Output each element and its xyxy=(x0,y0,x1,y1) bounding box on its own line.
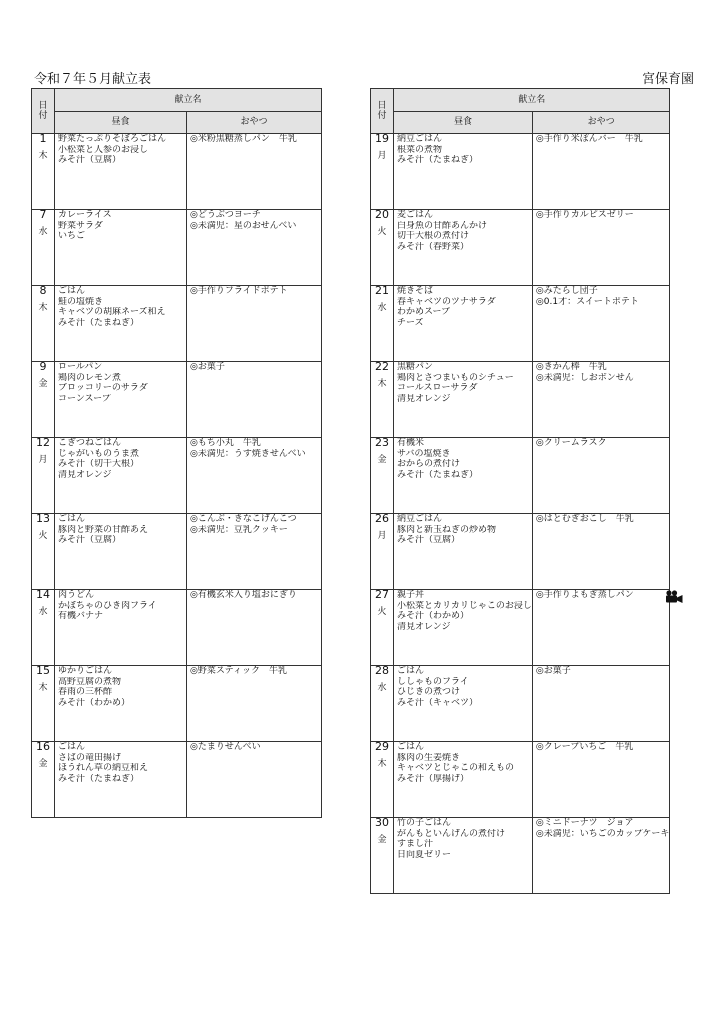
day-header-label: 日 付 xyxy=(377,100,387,121)
menu-day-row xyxy=(371,514,670,590)
lunch-item: ほうれん草の納豆和え xyxy=(58,763,149,773)
lunch-item: 納豆ごはん xyxy=(397,134,443,144)
lunch-item: みそ汁（豆腐） xyxy=(58,155,122,165)
day-number: 20 xyxy=(375,208,389,221)
snack-cell xyxy=(187,590,322,666)
lunch-cell xyxy=(55,134,187,210)
lunch-cell xyxy=(394,286,533,362)
lunch-item: ごはん xyxy=(58,514,86,524)
menu-day-row xyxy=(371,590,670,666)
snack-item: ◎たまりせんべい xyxy=(190,742,261,752)
day-number: 13 xyxy=(36,512,50,525)
lunch-item: いちご xyxy=(58,231,86,241)
lunch-item: ブロッコリーのサラダ xyxy=(58,383,148,393)
weekday: 金 xyxy=(377,834,387,845)
snack-cell xyxy=(187,438,322,514)
lunch-cell xyxy=(55,514,187,590)
lunch-cell xyxy=(394,514,533,590)
weekday: 火 xyxy=(38,530,48,541)
day-cell xyxy=(371,210,394,286)
menu-day-row xyxy=(32,666,322,742)
weekday: 月 xyxy=(38,454,48,465)
day-number: 9 xyxy=(39,360,47,373)
lunch-cell xyxy=(55,590,187,666)
lunch-item: 切干大根の煮付け xyxy=(397,231,470,241)
lunch-item: みそ汁（春野菜） xyxy=(397,241,470,252)
menu-rows-left xyxy=(32,134,322,818)
lunch-item: 白身魚の甘酢あんかけ xyxy=(397,220,488,231)
lunch-item: コーンスープ xyxy=(58,393,111,404)
day-column-header xyxy=(371,89,394,134)
lunch-item: 鮭の塩焼き xyxy=(58,296,104,307)
snack-item: ◎みたらし団子 xyxy=(535,286,598,296)
lunch-item: 有機米 xyxy=(397,438,425,448)
lunch-item: キャベツの胡麻ネーズ和え xyxy=(58,307,166,317)
weekday: 水 xyxy=(377,682,387,693)
weekday: 水 xyxy=(38,226,48,237)
lunch-item: おからの煮付け xyxy=(397,459,461,469)
lunch-cell xyxy=(55,742,187,818)
weekday: 月 xyxy=(377,530,387,541)
weekday: 水 xyxy=(377,302,387,313)
snack-item: ◎お菓子 xyxy=(535,666,571,676)
lunch-cell xyxy=(55,286,187,362)
snack-item: ◎手作りフライドポテト xyxy=(190,286,288,296)
lunch-item: みそ汁（たまねぎ） xyxy=(397,469,479,480)
lunch-item: 豚肉の生姜焼き xyxy=(397,752,461,763)
day-cell xyxy=(371,286,394,362)
day-cell xyxy=(32,590,55,666)
lunch-item: がんもといんげんの煮付け xyxy=(397,828,506,839)
video-camera-icon xyxy=(664,590,684,604)
day-number: 22 xyxy=(375,360,389,373)
lunch-item: キャベツとじゃこの和えもの xyxy=(397,763,515,773)
lunch-item: 野菜サラダ xyxy=(58,220,103,231)
snack-item: ◎0.1才：スイートポテト xyxy=(535,296,639,307)
snack-item: ◎手作りカルピスゼリー xyxy=(535,210,634,220)
weekday: 火 xyxy=(377,606,387,617)
day-cell xyxy=(371,666,394,742)
snack-cell xyxy=(532,742,670,818)
menu-day-row xyxy=(371,362,670,438)
lunch-item: みそ汁（切干大根） xyxy=(58,459,140,469)
day-cell xyxy=(371,514,394,590)
lunch-item: 豚肉と新玉ねぎの炒め物 xyxy=(397,524,497,535)
lunch-item: 竹の子ごはん xyxy=(397,818,452,828)
lunch-item: ひじきの煮つけ xyxy=(397,687,461,697)
weekday: 木 xyxy=(377,378,387,389)
weekday: 月 xyxy=(377,150,387,161)
snack-item: ◎どうぶつヨーチ xyxy=(190,210,261,220)
organization-name: 宮保育園 xyxy=(641,72,694,87)
snack-item: ◎クレープいちご 牛乳 xyxy=(535,742,634,752)
snack-item: ◎手作りよもぎ蒸しパン xyxy=(535,590,634,600)
snack-cell xyxy=(532,134,670,210)
menu-day-row xyxy=(32,514,322,590)
menu-table-left xyxy=(31,88,322,818)
lunch-cell xyxy=(394,210,533,286)
lunch-item: ごはん xyxy=(58,286,86,296)
lunch-item: 鶏肉とさつまいものシチュー xyxy=(397,372,514,383)
lunch-item: ごはん xyxy=(397,666,425,676)
day-number: 23 xyxy=(375,436,389,449)
day-number: 15 xyxy=(36,664,50,677)
weekday: 金 xyxy=(38,378,48,389)
day-number: 7 xyxy=(39,208,47,221)
lunch-item: こぎつねごはん xyxy=(58,438,122,448)
day-number: 29 xyxy=(375,740,389,753)
lunch-item: すまし汁 xyxy=(397,839,434,849)
weekday: 金 xyxy=(38,758,48,769)
snack-cell xyxy=(532,438,670,514)
lunch-item: みそ汁（たまねぎ） xyxy=(58,317,140,328)
snack-item: ◎野菜スティック 牛乳 xyxy=(190,666,287,676)
day-cell xyxy=(32,362,55,438)
snack-cell xyxy=(532,362,670,438)
menu-day-row xyxy=(32,210,322,286)
lunch-item: 有機バナナ xyxy=(58,611,104,621)
lunch-item: 麦ごはん xyxy=(397,210,434,220)
menu-day-row xyxy=(371,210,670,286)
menu-day-row xyxy=(371,742,670,818)
day-number: 26 xyxy=(375,512,389,525)
lunch-item: 黒糖パン xyxy=(397,362,434,372)
day-number: 14 xyxy=(36,588,50,601)
lunch-cell xyxy=(394,438,533,514)
weekday: 火 xyxy=(377,226,387,237)
menu-day-row xyxy=(371,286,670,362)
lunch-item: 春キャベツのツナサラダ xyxy=(397,296,496,307)
menu-day-row xyxy=(371,438,670,514)
day-column-header xyxy=(32,89,55,134)
snack-cell xyxy=(187,210,322,286)
lunch-cell xyxy=(394,362,533,438)
lunch-cell xyxy=(394,742,533,818)
day-cell xyxy=(371,362,394,438)
lunch-item: ごはん xyxy=(58,742,86,752)
lunch-cell xyxy=(55,210,187,286)
day-cell xyxy=(371,438,394,514)
lunch-item: 高野豆腐の煮物 xyxy=(58,676,122,687)
day-cell xyxy=(371,590,394,666)
lunch-cell xyxy=(55,438,187,514)
day-number: 30 xyxy=(375,816,389,829)
lunch-item: みそ汁（豆腐） xyxy=(397,535,461,545)
snack-item: ◎はとむぎおこし 牛乳 xyxy=(535,514,634,524)
lunch-item: みそ汁（たまねぎ） xyxy=(397,155,479,165)
day-number: 1 xyxy=(39,132,47,145)
page-title: 令和７年５月献立表 xyxy=(34,72,152,87)
lunch-item: みそ汁（キャベツ） xyxy=(397,697,479,708)
menu-rows-right xyxy=(371,134,670,894)
menu-day-row xyxy=(371,134,670,210)
snack-cell xyxy=(532,514,670,590)
day-cell xyxy=(32,438,55,514)
lunch-item: みそ汁（厚揚げ） xyxy=(397,773,470,784)
snack-header: おやつ xyxy=(532,112,670,134)
lunch-item: わかめスープ xyxy=(397,307,451,317)
snack-item: ◎手作り米ぽんバー 牛乳 xyxy=(535,134,643,144)
snack-item: ◎未満児：しおボンせん xyxy=(535,372,634,383)
menu-day-row xyxy=(371,818,670,894)
day-number: 12 xyxy=(36,436,50,449)
lunch-item: 親子丼 xyxy=(397,590,425,600)
menu-day-row xyxy=(32,742,322,818)
lunch-item: 小松菜と人参のお浸し xyxy=(58,144,149,155)
snack-item: ◎クリームラスク xyxy=(535,438,607,448)
lunch-item: 納豆ごはん xyxy=(397,514,443,524)
menu-day-row xyxy=(32,286,322,362)
snack-item: ◎もち小丸 牛乳 xyxy=(190,438,261,448)
day-number: 28 xyxy=(375,664,389,677)
day-cell xyxy=(32,742,55,818)
lunch-item: 春雨の三杯酢 xyxy=(58,687,113,697)
snack-item: ◎有機玄米入り塩おにぎり xyxy=(190,590,297,600)
lunch-item: みそ汁（豆腐） xyxy=(58,535,122,545)
lunch-item: 野菜たっぷりそぼろごはん xyxy=(58,134,167,144)
snack-header: おやつ xyxy=(187,112,322,134)
lunch-item: 鶏肉のレモン煮 xyxy=(58,372,122,383)
day-number: 19 xyxy=(375,132,389,145)
lunch-item: ゆかりごはん xyxy=(58,666,113,676)
snack-cell xyxy=(532,590,670,666)
day-cell xyxy=(371,818,394,894)
day-cell xyxy=(32,286,55,362)
snack-cell xyxy=(187,742,322,818)
menu-day-row xyxy=(32,362,322,438)
lunch-item: さばの竜田揚げ xyxy=(58,752,122,763)
menu-day-row xyxy=(32,590,322,666)
lunch-cell xyxy=(55,362,187,438)
lunch-item: ししゃものフライ xyxy=(397,676,469,687)
day-cell xyxy=(32,134,55,210)
menu-day-row xyxy=(32,438,322,514)
menu-table-right xyxy=(370,88,670,894)
day-cell xyxy=(32,514,55,590)
weekday: 木 xyxy=(38,682,48,693)
snack-item: ◎未満児：うす焼きせんべい xyxy=(190,448,306,459)
snack-cell xyxy=(187,666,322,742)
day-cell xyxy=(371,742,394,818)
lunch-cell xyxy=(394,590,533,666)
snack-item: ◎ミニドーナツ ジョア xyxy=(535,818,634,828)
day-number: 21 xyxy=(375,284,389,297)
lunch-item: みそ汁（わかめ） xyxy=(397,611,470,621)
lunch-item: 豚肉と野菜の甘酢あえ xyxy=(58,524,149,535)
day-number: 8 xyxy=(39,284,47,297)
snack-cell xyxy=(187,134,322,210)
day-number: 16 xyxy=(36,740,50,753)
weekday: 木 xyxy=(38,150,48,161)
day-cell xyxy=(371,134,394,210)
weekday: 水 xyxy=(38,606,48,617)
weekday: 木 xyxy=(377,758,387,769)
lunch-item: 肉うどん xyxy=(58,590,95,600)
lunch-item: チーズ xyxy=(397,317,424,328)
lunch-item: 日向夏ゼリー xyxy=(397,849,452,860)
lunch-item: 清見オレンジ xyxy=(397,621,451,632)
lunch-item: じゃがいものうま煮 xyxy=(58,448,140,459)
snack-item: ◎米粉黒糖蒸しパン 牛乳 xyxy=(190,134,297,144)
menu-day-row xyxy=(32,134,322,210)
menu-name-header: 献立名 xyxy=(55,89,322,112)
snack-cell xyxy=(532,666,670,742)
lunch-item: ごはん xyxy=(397,742,425,752)
lunch-item: みそ汁（わかめ） xyxy=(58,697,131,708)
snack-item: ◎きかん棒 牛乳 xyxy=(535,362,607,372)
lunch-item: かぼちゃのひき肉フライ xyxy=(58,600,157,611)
snack-cell xyxy=(187,514,322,590)
snack-item: ◎未満児：いちごのカップケーキ xyxy=(535,828,670,839)
lunch-header: 昼食 xyxy=(394,112,533,134)
lunch-item: 小松菜とカリカリじゃこのお浸し xyxy=(397,600,532,611)
day-header-label: 日 付 xyxy=(38,100,48,121)
lunch-item: 根菜の煮物 xyxy=(397,144,443,155)
lunch-header: 昼食 xyxy=(55,112,187,134)
day-cell xyxy=(32,666,55,742)
snack-item: ◎未満児：星のおせんべい xyxy=(190,220,297,231)
lunch-item: みそ汁（たまねぎ） xyxy=(58,773,140,784)
lunch-item: カレーライス xyxy=(58,210,112,220)
snack-cell xyxy=(187,286,322,362)
weekday: 金 xyxy=(377,454,387,465)
lunch-item: ロールパン xyxy=(58,362,103,372)
day-number: 27 xyxy=(375,588,389,601)
day-cell xyxy=(32,210,55,286)
lunch-item: サバの塩焼き xyxy=(397,448,451,459)
lunch-cell xyxy=(394,666,533,742)
lunch-item: 清見オレンジ xyxy=(397,393,451,404)
lunch-cell xyxy=(394,134,533,210)
snack-cell xyxy=(187,362,322,438)
lunch-item: 清見オレンジ xyxy=(58,469,112,480)
lunch-item: コールスローサラダ xyxy=(397,383,478,393)
snack-item: ◎こんぶ・きなこげんこつ xyxy=(190,514,297,524)
snack-cell xyxy=(532,210,670,286)
lunch-item: 焼きそば xyxy=(397,286,434,296)
snack-cell xyxy=(532,286,670,362)
lunch-cell xyxy=(394,818,533,894)
menu-name-header: 献立名 xyxy=(394,89,670,112)
snack-item: ◎お菓子 xyxy=(190,362,225,372)
snack-item: ◎未満児：豆乳クッキー xyxy=(190,524,288,535)
weekday: 木 xyxy=(38,302,48,313)
snack-cell xyxy=(532,818,670,894)
menu-day-row xyxy=(371,666,670,742)
lunch-cell xyxy=(55,666,187,742)
